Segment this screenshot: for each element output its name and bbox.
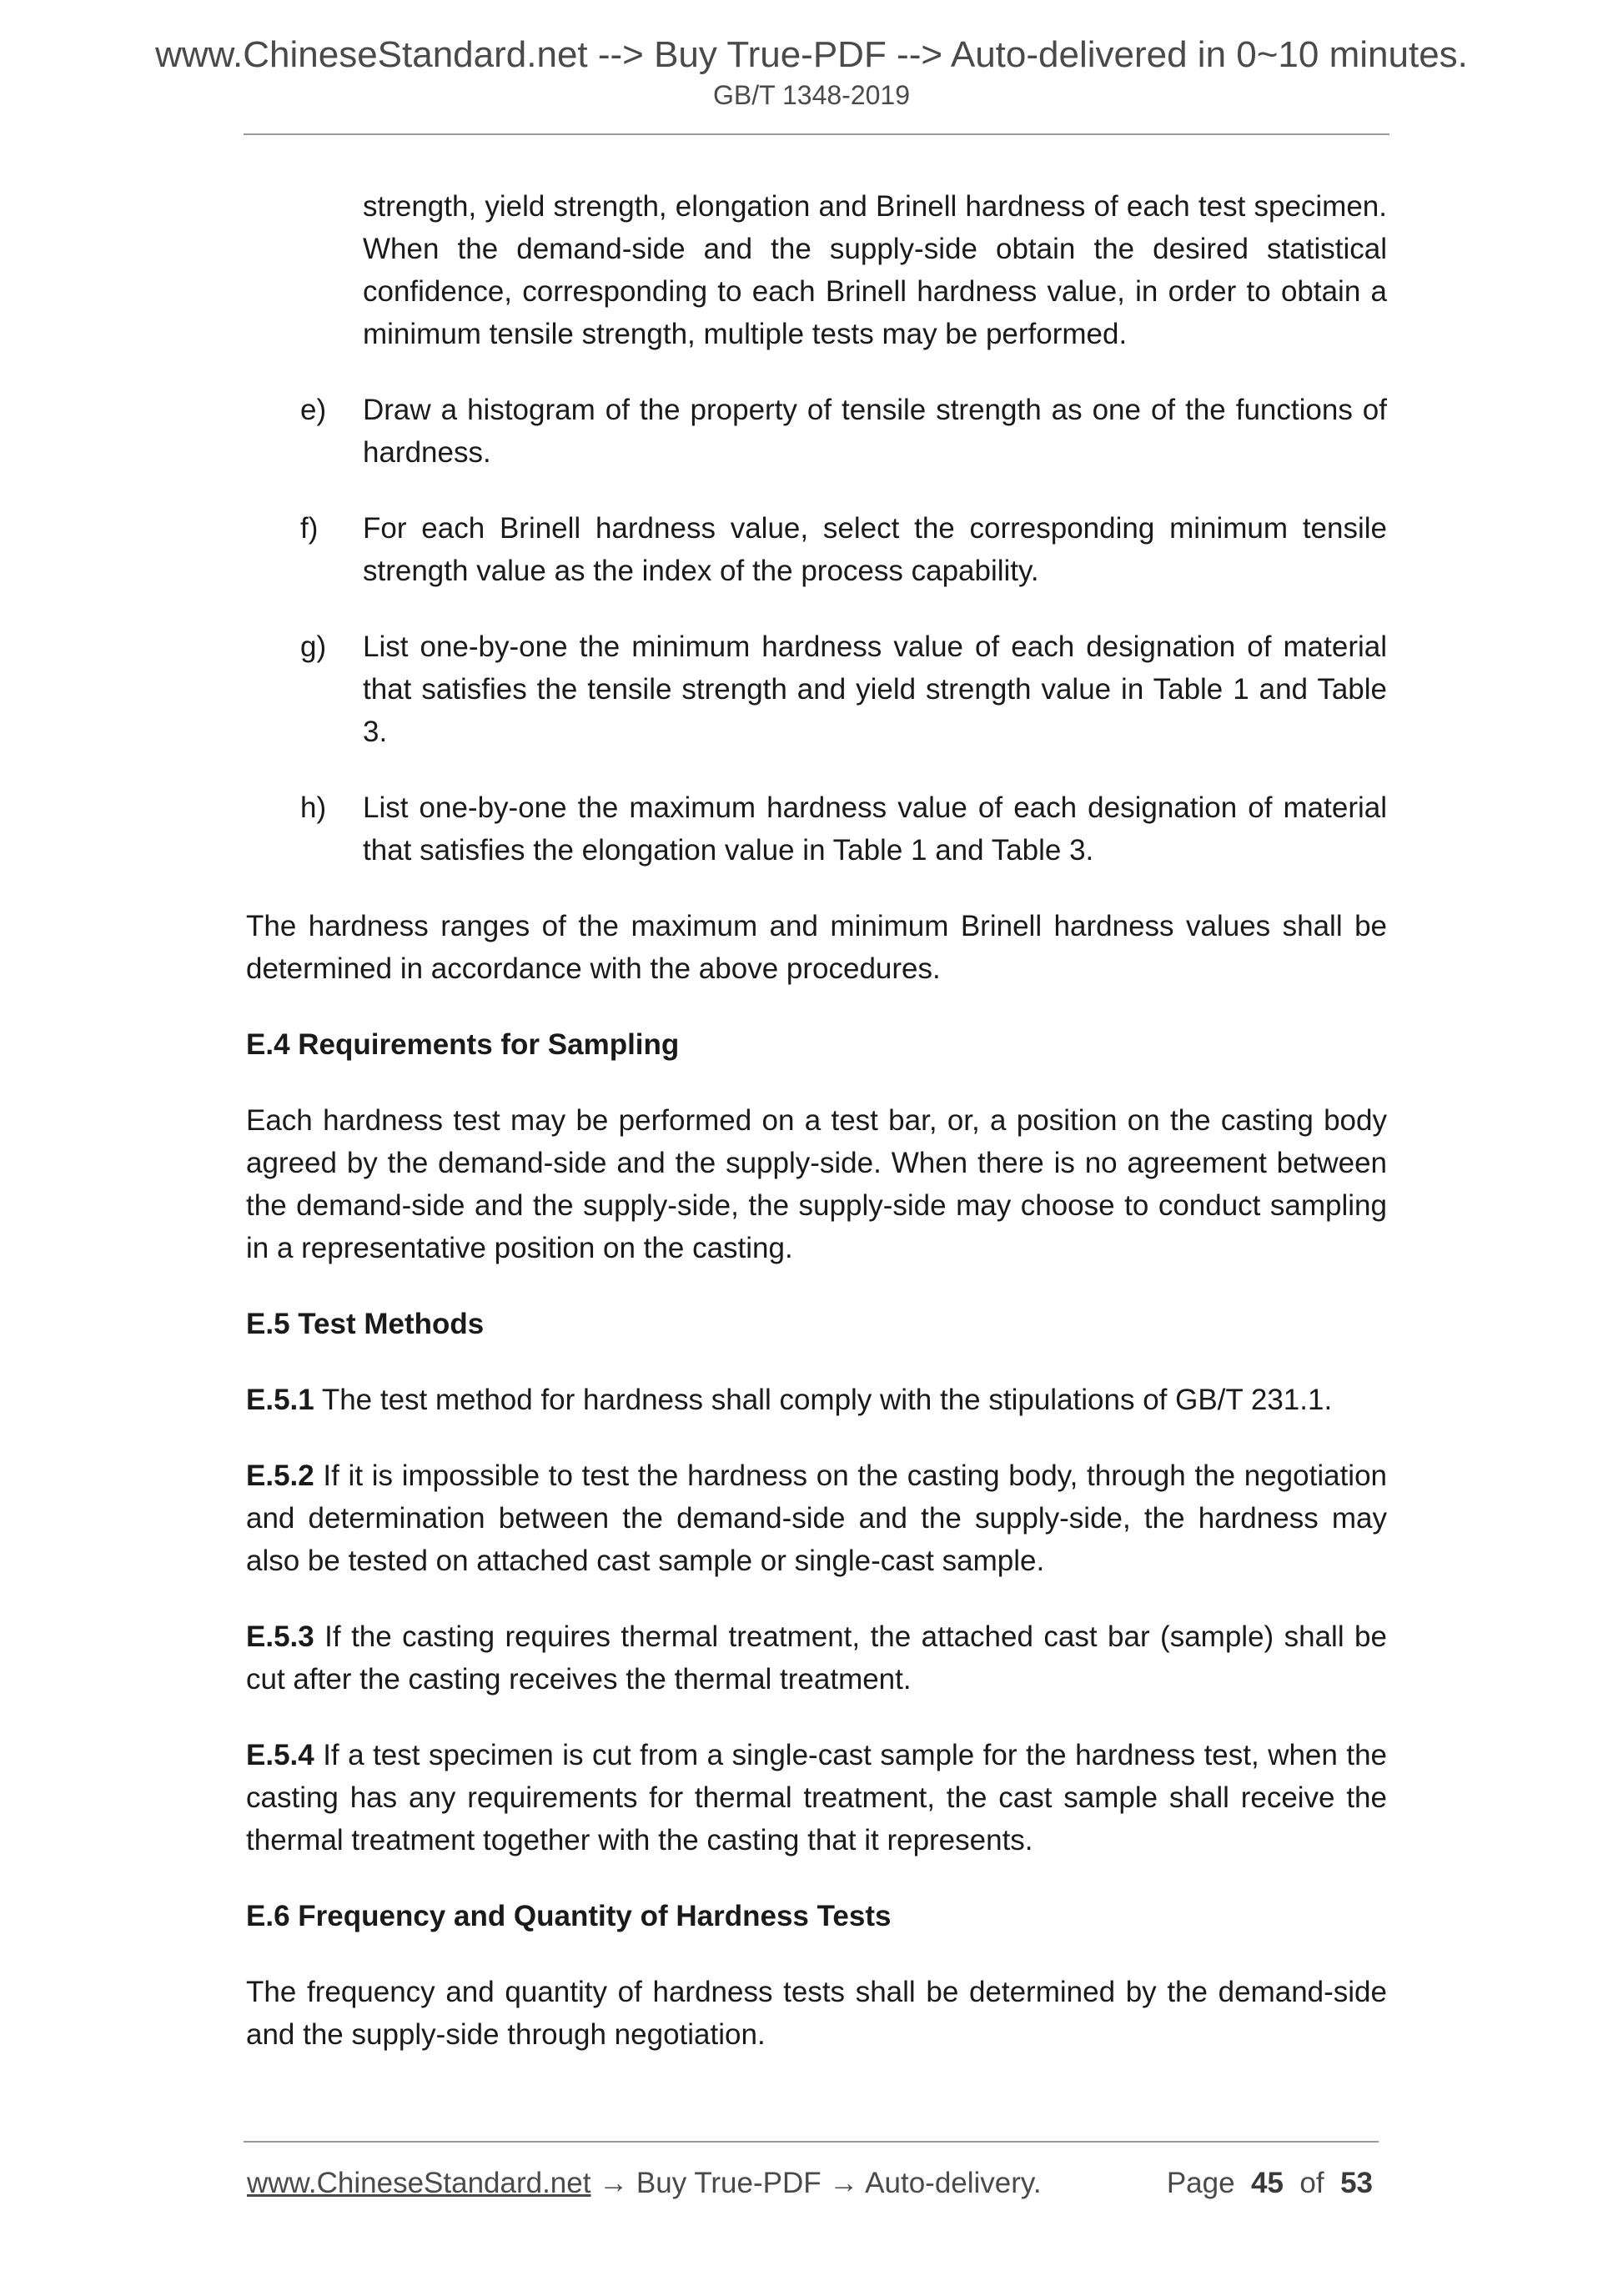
clause-number: E.5.3 (246, 1620, 314, 1653)
clause-text: If the casting requires thermal treatment, the attached cast bar (sample) shall be cut after the casting receives the thermal treatment. (246, 1620, 1387, 1696)
list-label: g) (300, 631, 327, 663)
list-label: e) (300, 394, 327, 426)
list-item-f (246, 507, 1387, 592)
top-banner: www.ChineseStandard.net --> Buy True-PDF --> Auto-delivered in 0~10 minutes. (155, 34, 1468, 75)
clause-text: The test method for hardness shall comply with the stipulations of GB/T 231.1. (314, 1384, 1333, 1416)
page-footer (247, 2163, 1381, 2203)
footer-divider (244, 2141, 1379, 2143)
of-word: of (1299, 2167, 1324, 2199)
list-item-e (246, 389, 1387, 474)
clause-number: E.5.2 (246, 1459, 314, 1492)
list-item-g (246, 625, 1387, 753)
continuation-paragraph: strength, yield strength, elongation and Brinell hardness of each test specimen. When the demand-side and the supply-side obtain the desired statistical confidence, corresponding to each Brinell hardness value, in order to obtain a minimum tensile strength, multiple tests may be performed. (363, 190, 1387, 350)
page-number: 45 (1251, 2167, 1284, 2199)
document-code: GB/T 1348-2019 (712, 80, 910, 110)
e4-paragraph: Each hardness test may be performed on a test bar, or, a position on the casting body agreed by the demand-side and the supply-side. When there is no agreement between the demand-side and the supply-side, the supply-side may choose to conduct sampling in a representative position on the casting. (246, 1104, 1387, 1264)
section-heading-e5: E.5 Test Methods (246, 1308, 485, 1340)
page-indicator (1167, 2163, 1373, 2203)
section-heading-e6: E.6 Frequency and Quantity of Hardness Tests (246, 1900, 892, 1932)
page-word: Page (1166, 2167, 1235, 2199)
list-text: For each Brinell hardness value, select the corresponding minimum tensile strength value as the index of the process capability. (363, 512, 1387, 587)
section-heading-e4: E.4 Requirements for Sampling (246, 1028, 680, 1061)
footer-tagline: → Buy True-PDF → Auto-delivery. (590, 2167, 1042, 2199)
list-text: List one-by-one the minimum hardness value of each designation of material that satisfies the tensile strength and yield strength value in Table 1 and Table 3. (363, 631, 1387, 748)
list-label: h) (300, 791, 327, 824)
clause-number: E.5.4 (246, 1739, 314, 1771)
clause-e5-2 (246, 1454, 1387, 1582)
list-text: Draw a histogram of the property of tensile strength as one of the functions of hardness. (363, 394, 1387, 469)
page-content (246, 185, 1387, 2089)
page-total: 53 (1340, 2167, 1373, 2199)
e6-paragraph: The frequency and quantity of hardness tests shall be determined by the demand-side and the supply-side through negotiation. (246, 1976, 1387, 2051)
footer-site-link[interactable]: www.ChineseStandard.net (247, 2167, 591, 2199)
list-text: List one-by-one the maximum hardness value of each designation of material that satisfies the elongation value in Table 1 and Table 3. (363, 791, 1387, 867)
clause-number: E.5.1 (246, 1384, 314, 1416)
clause-e5-3 (246, 1615, 1387, 1701)
clause-e5-4 (246, 1734, 1387, 1861)
clause-text: If a test specimen is cut from a single-cast sample for the hardness test, when the casting has any requirements for thermal treatment, the cast sample shall receive the thermal treatment together with the casting that it represents. (246, 1739, 1387, 1856)
list-item-h (246, 786, 1387, 872)
clause-text: If it is impossible to test the hardness on the casting body, through the negotiation and determination between the demand-side and the supply-side, the hardness may also be tested on attached cast sample or single-cast sample. (246, 1459, 1387, 1577)
list-label: f) (300, 512, 319, 545)
clause-e5-1 (246, 1379, 1387, 1421)
header-divider (244, 133, 1389, 135)
summary-paragraph: The hardness ranges of the maximum and minimum Brinell hardness values shall be determined in accordance with the above procedures. (246, 910, 1387, 985)
